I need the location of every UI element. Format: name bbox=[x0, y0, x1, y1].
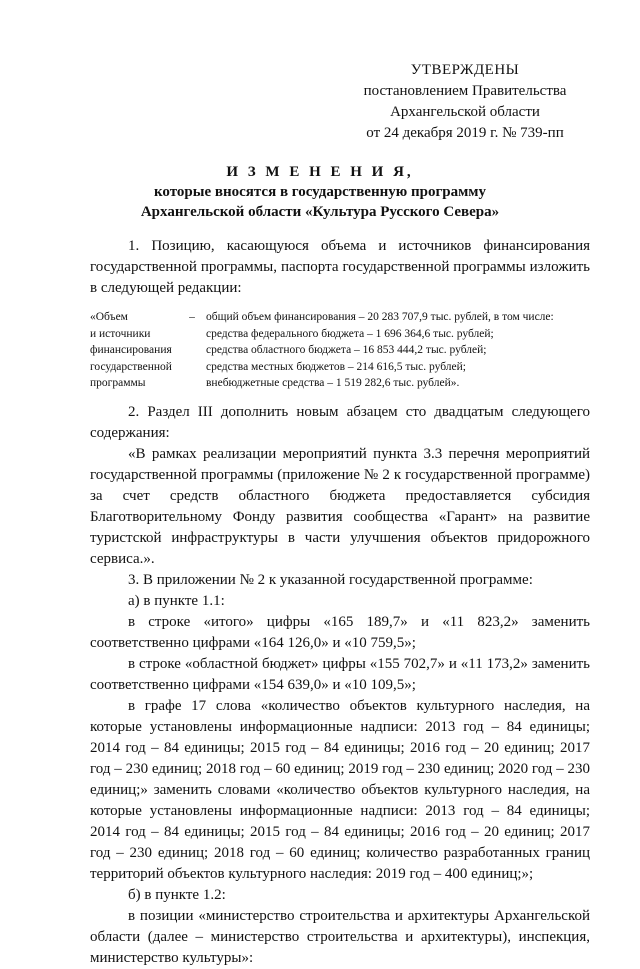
title-heading: И З М Е Н Е Н И Я, bbox=[226, 164, 414, 180]
financing-table bbox=[90, 309, 590, 392]
document-body bbox=[90, 236, 590, 969]
approval-heading: УТВЕРЖДЕНЫ bbox=[410, 62, 520, 78]
table-right-line: средства федерального бюджета – 1 696 364,6 тыс. рублей; bbox=[206, 327, 494, 340]
table-left-line: «Объем bbox=[90, 311, 128, 323]
table-left-line: государственной bbox=[90, 360, 172, 373]
document-title bbox=[60, 162, 580, 222]
table-dash: – bbox=[189, 311, 195, 323]
title-subline: которые вносятся в государственную программу bbox=[153, 184, 487, 200]
table-left-line: программы bbox=[90, 377, 146, 389]
paragraph-item-3: 3. В приложении № 2 к указанной государственной программе: bbox=[128, 571, 533, 588]
table-right-line: внебюджетные средства – 1 519 282,6 тыс. рублей». bbox=[206, 377, 460, 389]
paragraph-item-3a: а) в пункте 1.1: bbox=[128, 592, 225, 609]
paragraph-item-2: 2. Раздел III дополнить новым абзацем сто двадцатым следующего содержания: bbox=[90, 403, 590, 441]
table-right-line: средства местных бюджетов – 214 616,5 тыс. рублей; bbox=[206, 360, 466, 373]
table-right-line: средства областного бюджета – 16 853 444,2 тыс. рублей; bbox=[206, 344, 487, 356]
paragraph-item-3a-1: в строке «итого» цифры «165 189,7» и «11 823,2» заменить соответственно цифрами «164 126,0» и «10 759,5»; bbox=[90, 613, 590, 651]
title-subline: Архангельской области «Культура Русского Севера» bbox=[140, 204, 500, 220]
paragraph-item-3b-1: в позиции «министерство строительства и архитектуры Архангельской области (далее – министерство строительства и архитектуры), инспекция, министерство культуры»: bbox=[90, 907, 590, 966]
approval-block bbox=[350, 60, 580, 144]
financing-table-right bbox=[206, 309, 590, 392]
table-right-line: общий объем финансирования – 20 283 707,9 тыс. рублей, в том числе: bbox=[206, 311, 554, 323]
paragraph-item-3a-2: в строке «областной бюджет» цифры «155 702,7» и «11 173,2» заменить соответственно цифрами «154 639,0» и «10 109,5»; bbox=[90, 655, 590, 693]
approval-line: Архангельской области bbox=[390, 104, 540, 120]
paragraph-item-2-quote: «В рамках реализации мероприятий пункта 3.3 перечня мероприятий государственной программы (приложение № 2 к государственной программе) за счет средств областного бюджета предоставляется субсидия Благотворительному Фонду развития сообщества «Гарант» на развитие туристской инфраструктуры в части улучшения объектов придорожного сервиса.». bbox=[90, 445, 590, 567]
paragraph-item-1: 1. Позицию, касающуюся объема и источников финансирования государственной программы, паспорта государственной программы изложить в следующей редакции: bbox=[90, 238, 590, 296]
paragraph-item-3a-3: в графе 17 слова «количество объектов культурного наследия, на которые установлены информационные надписи: 2013 год – 84 единицы; 2014 год – 84 единицы; 2015 год – 84 единицы; 2016 год – 20 единиц; 2017 год – 230 единиц; 2018 год – 60 единиц; 2019 год – 230 единиц; 2020 год – 230 единиц;» заменить словами «количество объектов культурного наследия, на которые установлены информационные надписи: 2013 год – 84 единицы; 2014 год – 84 единицы; 2015 год – 84 единицы; 2016 год – 20 единиц; 2017 год – 230 единиц; 2018 год – 60 единиц; количество разработанных границ территорий объектов культурного наследия: 2019 год – 400 единиц;»; bbox=[90, 697, 590, 882]
table-left-line: и источники bbox=[90, 327, 151, 340]
paragraph-item-3b: б) в пункте 1.2: bbox=[128, 886, 226, 903]
approval-line: от 24 декабря 2019 г. № 739-пп bbox=[366, 125, 564, 141]
table-left-line: финансирования bbox=[90, 344, 172, 356]
financing-table-left bbox=[90, 309, 178, 392]
approval-line: постановлением Правительства bbox=[363, 83, 567, 99]
